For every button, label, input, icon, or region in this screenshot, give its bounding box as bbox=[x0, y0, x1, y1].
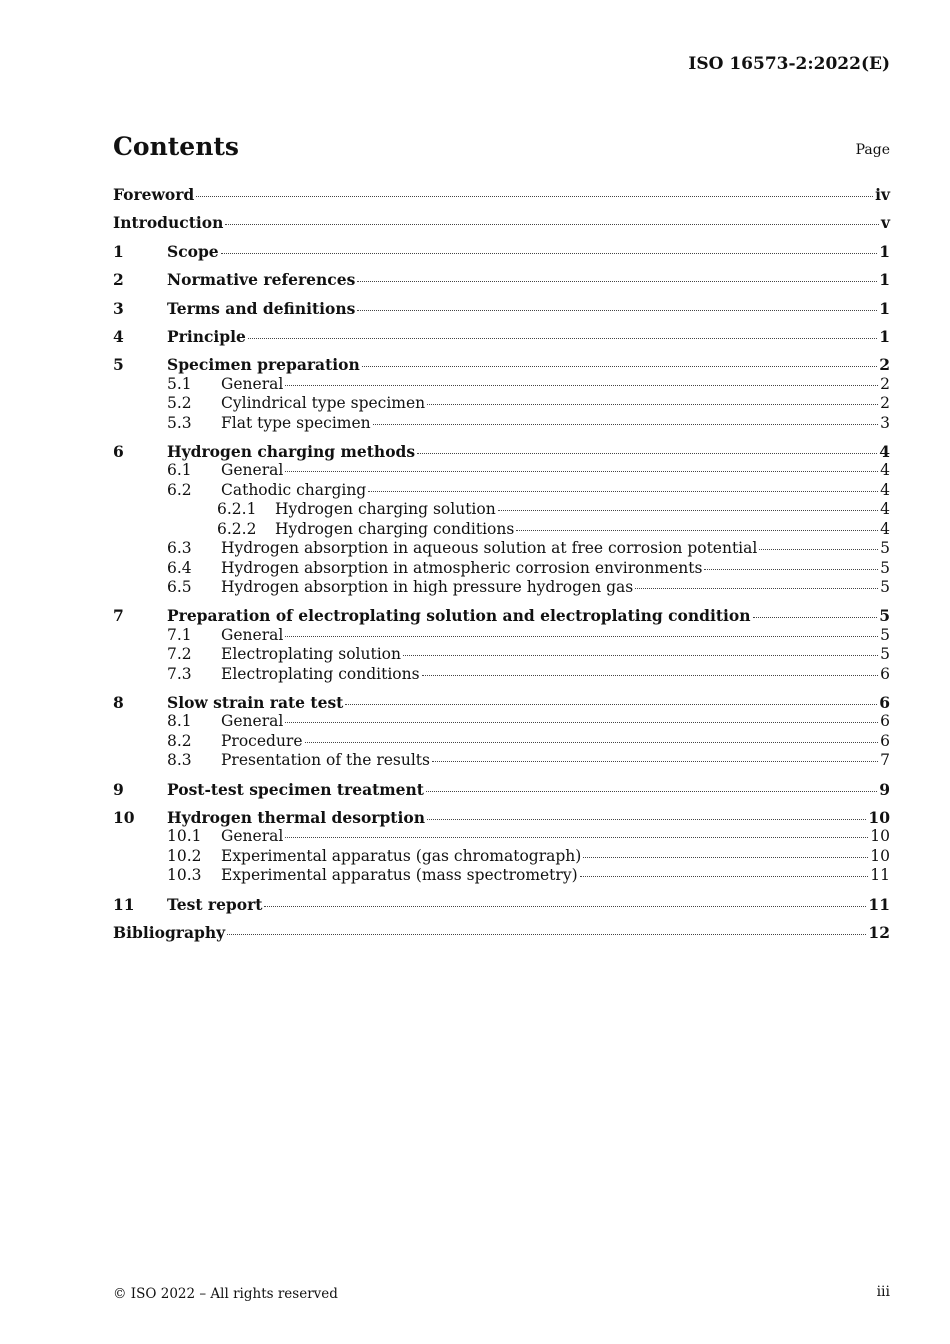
dot-leader bbox=[635, 588, 878, 589]
toc-entry-title[interactable]: Hydrogen charging conditions bbox=[275, 519, 515, 538]
dot-leader bbox=[305, 742, 879, 743]
toc-entry-page: 6 bbox=[879, 692, 890, 712]
toc-entry-number: 6.3 bbox=[167, 539, 192, 558]
toc-entry-page: 4 bbox=[880, 500, 890, 519]
toc-entry-page: 6 bbox=[880, 731, 890, 750]
dot-leader bbox=[285, 636, 878, 637]
toc-entry-title[interactable]: Electroplating solution bbox=[221, 645, 401, 664]
toc-entry-number: 7.3 bbox=[167, 664, 192, 683]
toc-entry-title[interactable]: Procedure bbox=[221, 731, 303, 750]
toc-entry-page: 1 bbox=[879, 270, 890, 290]
toc-entry-page: 5 bbox=[880, 625, 890, 644]
toc-entry-page: v bbox=[880, 213, 890, 233]
toc-entry-page: 5 bbox=[880, 577, 890, 596]
toc-entry-page: 11 bbox=[868, 894, 890, 914]
toc-entry[interactable] bbox=[113, 693, 890, 712]
toc-entry-title[interactable]: Flat type specimen bbox=[221, 413, 371, 432]
toc-entry-number: 7.1 bbox=[167, 625, 192, 644]
toc-entry[interactable] bbox=[113, 578, 890, 597]
copyright-notice: © ISO 2022 – All rights reserved bbox=[113, 1286, 338, 1302]
dot-leader bbox=[704, 569, 878, 570]
toc-entry-number: 5 bbox=[113, 355, 124, 375]
toc-entry[interactable] bbox=[113, 712, 890, 731]
toc-entry-number: 6.4 bbox=[167, 558, 192, 577]
toc-entry-page: 1 bbox=[879, 327, 890, 347]
dot-leader bbox=[427, 819, 866, 820]
toc-entry[interactable] bbox=[113, 500, 890, 519]
page-column-label: Page bbox=[855, 142, 890, 158]
toc-entry[interactable] bbox=[113, 866, 890, 885]
dot-leader bbox=[426, 791, 877, 792]
dot-leader bbox=[498, 510, 878, 511]
toc-entry-page: 6 bbox=[880, 664, 890, 683]
toc-entry[interactable] bbox=[113, 375, 890, 394]
toc-entry-title[interactable]: Presentation of the results bbox=[221, 751, 430, 770]
toc-entry-title[interactable]: Test report bbox=[167, 894, 263, 914]
toc-entry-number: 6.2.2 bbox=[217, 519, 257, 538]
dot-leader bbox=[373, 424, 878, 425]
toc-entry-number: 5.2 bbox=[167, 394, 192, 413]
toc-entry-page: 1 bbox=[879, 241, 890, 261]
toc-entry[interactable] bbox=[113, 327, 890, 346]
toc-entry[interactable] bbox=[113, 923, 890, 942]
toc-entry-page: 5 bbox=[880, 558, 890, 577]
toc-entry-number: 10.2 bbox=[167, 846, 202, 865]
dot-leader bbox=[516, 530, 878, 531]
toc-entry-number: 6.1 bbox=[167, 461, 192, 480]
toc-entry[interactable] bbox=[113, 645, 890, 664]
dot-leader bbox=[580, 876, 869, 877]
toc-entry-page: 3 bbox=[880, 413, 890, 432]
dot-leader bbox=[422, 675, 879, 676]
page-number: iii bbox=[876, 1284, 890, 1300]
toc-entry-page: 2 bbox=[880, 394, 890, 413]
toc-entry[interactable] bbox=[113, 559, 890, 578]
toc-entry-page: 10 bbox=[868, 807, 890, 827]
dot-leader bbox=[285, 471, 878, 472]
toc-entry[interactable] bbox=[113, 780, 890, 799]
toc-entry-number: 8.3 bbox=[167, 751, 192, 770]
toc-entry[interactable] bbox=[113, 299, 890, 318]
dot-leader bbox=[196, 196, 873, 197]
toc-entry[interactable] bbox=[113, 270, 890, 289]
toc-entry-title[interactable]: Hydrogen thermal desorption bbox=[167, 807, 425, 827]
toc-entry-title[interactable]: Cathodic charging bbox=[221, 480, 367, 499]
toc-entry-number: 6.5 bbox=[167, 577, 192, 596]
toc-entry-number: 2 bbox=[113, 270, 124, 290]
toc-entry-page: 9 bbox=[879, 779, 890, 799]
toc-entry-title[interactable]: General bbox=[221, 827, 284, 846]
toc-entry-page: 2 bbox=[880, 374, 890, 393]
dot-leader bbox=[362, 366, 877, 367]
toc-entry-number: 10.1 bbox=[167, 827, 202, 846]
toc-entry-number: 9 bbox=[113, 779, 124, 799]
toc-entry[interactable] bbox=[113, 895, 890, 914]
toc-entry-title[interactable]: Cylindrical type specimen bbox=[221, 394, 426, 413]
toc-entry-page: 5 bbox=[880, 539, 890, 558]
toc-entry[interactable] bbox=[113, 827, 890, 846]
toc-entry-number: 11 bbox=[113, 894, 135, 914]
toc-entry-title[interactable]: General bbox=[221, 374, 284, 393]
toc-entry-number: 5.1 bbox=[167, 374, 192, 393]
toc-entry[interactable] bbox=[113, 808, 890, 827]
toc-entry-title[interactable]: Slow strain rate test bbox=[167, 692, 344, 712]
toc-entry-title[interactable]: General bbox=[221, 625, 284, 644]
toc-entry-title[interactable]: Introduction bbox=[113, 213, 224, 233]
toc-entry-page: 4 bbox=[880, 519, 890, 538]
toc-entry-title[interactable]: Experimental apparatus (mass spectrometry) bbox=[221, 866, 578, 885]
toc-entry[interactable] bbox=[113, 520, 890, 539]
toc-entry[interactable] bbox=[113, 606, 890, 625]
toc-entry[interactable] bbox=[113, 539, 890, 558]
toc-entry-title[interactable]: Electroplating conditions bbox=[221, 664, 420, 683]
toc-entry[interactable] bbox=[113, 442, 890, 461]
toc-entry-title[interactable]: Principle bbox=[167, 327, 246, 347]
toc-entry[interactable] bbox=[113, 665, 890, 684]
document-id: ISO 16573-2:2022(E) bbox=[688, 54, 890, 74]
dot-leader bbox=[427, 404, 878, 405]
toc-entry-page: 2 bbox=[879, 355, 890, 375]
toc-entry-page: 11 bbox=[870, 866, 890, 885]
toc-entry-title[interactable]: Hydrogen charging methods bbox=[167, 442, 416, 462]
dot-leader bbox=[753, 617, 878, 618]
toc-entry[interactable] bbox=[113, 414, 890, 433]
toc-entry-title[interactable]: General bbox=[221, 461, 284, 480]
toc-entry-title[interactable]: Hydrogen absorption in atmospheric corrosion environments bbox=[221, 558, 703, 577]
toc-entry[interactable] bbox=[113, 242, 890, 261]
toc-entry-page: 12 bbox=[868, 923, 890, 942]
toc-entry-page: 10 bbox=[870, 827, 890, 846]
dot-leader bbox=[403, 655, 878, 656]
toc-entry-number: 7.2 bbox=[167, 645, 192, 664]
toc-entry-number: 8 bbox=[113, 692, 124, 712]
toc-entry[interactable] bbox=[113, 751, 890, 770]
toc-entry-page: 7 bbox=[880, 751, 890, 770]
dot-leader bbox=[357, 281, 877, 282]
table-of-contents bbox=[113, 185, 890, 942]
toc-entry[interactable] bbox=[113, 626, 890, 645]
dot-leader bbox=[357, 310, 877, 311]
toc-entry-title[interactable]: Hydrogen absorption in aqueous solution at free corrosion potential bbox=[221, 539, 758, 558]
toc-entry-page: 4 bbox=[880, 461, 890, 480]
toc-entry-number: 5.3 bbox=[167, 413, 192, 432]
toc-entry-page: 5 bbox=[880, 645, 890, 664]
toc-entry-page: 6 bbox=[880, 712, 890, 731]
toc-entry-page: 4 bbox=[879, 442, 890, 462]
toc-entry-title[interactable]: Post-test specimen treatment bbox=[167, 779, 424, 799]
toc-entry-number: 6 bbox=[113, 442, 124, 462]
toc-entry-title[interactable]: Hydrogen charging solution bbox=[275, 500, 496, 519]
dot-leader bbox=[345, 704, 877, 705]
toc-entry-title[interactable]: Scope bbox=[167, 241, 219, 261]
toc-entry[interactable] bbox=[113, 732, 890, 751]
toc-entry-number: 6.2.1 bbox=[217, 500, 257, 519]
toc-entry-title[interactable]: Specimen preparation bbox=[167, 355, 360, 375]
dot-leader bbox=[432, 761, 878, 762]
toc-entry-title[interactable]: Preparation of electroplating solution and electroplating condition bbox=[167, 606, 751, 626]
toc-entry[interactable] bbox=[113, 461, 890, 480]
dot-leader bbox=[759, 549, 878, 550]
toc-entry-title[interactable]: Normative references bbox=[167, 270, 356, 290]
toc-entry-number: 8.1 bbox=[167, 712, 192, 731]
toc-entry[interactable] bbox=[113, 213, 890, 232]
toc-entry[interactable] bbox=[113, 355, 890, 374]
toc-entry-number: 6.2 bbox=[167, 480, 192, 499]
contents-title: Contents bbox=[113, 132, 240, 161]
dot-leader bbox=[264, 906, 866, 907]
dot-leader bbox=[221, 253, 878, 254]
toc-entry-title[interactable]: Bibliography bbox=[113, 923, 226, 942]
dot-leader bbox=[225, 224, 879, 225]
toc-entry-number: 1 bbox=[113, 241, 124, 261]
dot-leader bbox=[417, 453, 877, 454]
toc-entry-number: 3 bbox=[113, 298, 124, 318]
toc-entry-page: 4 bbox=[880, 480, 890, 499]
toc-entry[interactable] bbox=[113, 185, 890, 204]
toc-entry-title[interactable]: Terms and definitions bbox=[167, 298, 356, 318]
dot-leader bbox=[248, 338, 877, 339]
toc-entry[interactable] bbox=[113, 481, 890, 500]
toc-entry-number: 7 bbox=[113, 606, 124, 626]
toc-entry-number: 10.3 bbox=[167, 866, 202, 885]
dot-leader bbox=[227, 934, 866, 935]
dot-leader bbox=[285, 722, 878, 723]
toc-entry[interactable] bbox=[113, 847, 890, 866]
toc-entry-number: 10 bbox=[113, 807, 135, 827]
toc-entry-page: iv bbox=[875, 185, 890, 204]
toc-entry-title[interactable]: Experimental apparatus (gas chromatograph) bbox=[221, 846, 582, 865]
toc-entry-title[interactable]: General bbox=[221, 712, 284, 731]
dot-leader bbox=[368, 491, 878, 492]
dot-leader bbox=[285, 837, 868, 838]
toc-entry-page: 10 bbox=[870, 846, 890, 865]
toc-entry-number: 8.2 bbox=[167, 731, 192, 750]
dot-leader bbox=[285, 385, 878, 386]
toc-entry-title[interactable]: Foreword bbox=[113, 185, 195, 204]
toc-entry-number: 4 bbox=[113, 327, 124, 347]
toc-entry-page: 1 bbox=[879, 298, 890, 318]
toc-entry[interactable] bbox=[113, 394, 890, 413]
toc-entry-title[interactable]: Hydrogen absorption in high pressure hydrogen gas bbox=[221, 577, 634, 596]
toc-entry-page: 5 bbox=[879, 606, 890, 626]
dot-leader bbox=[583, 857, 868, 858]
